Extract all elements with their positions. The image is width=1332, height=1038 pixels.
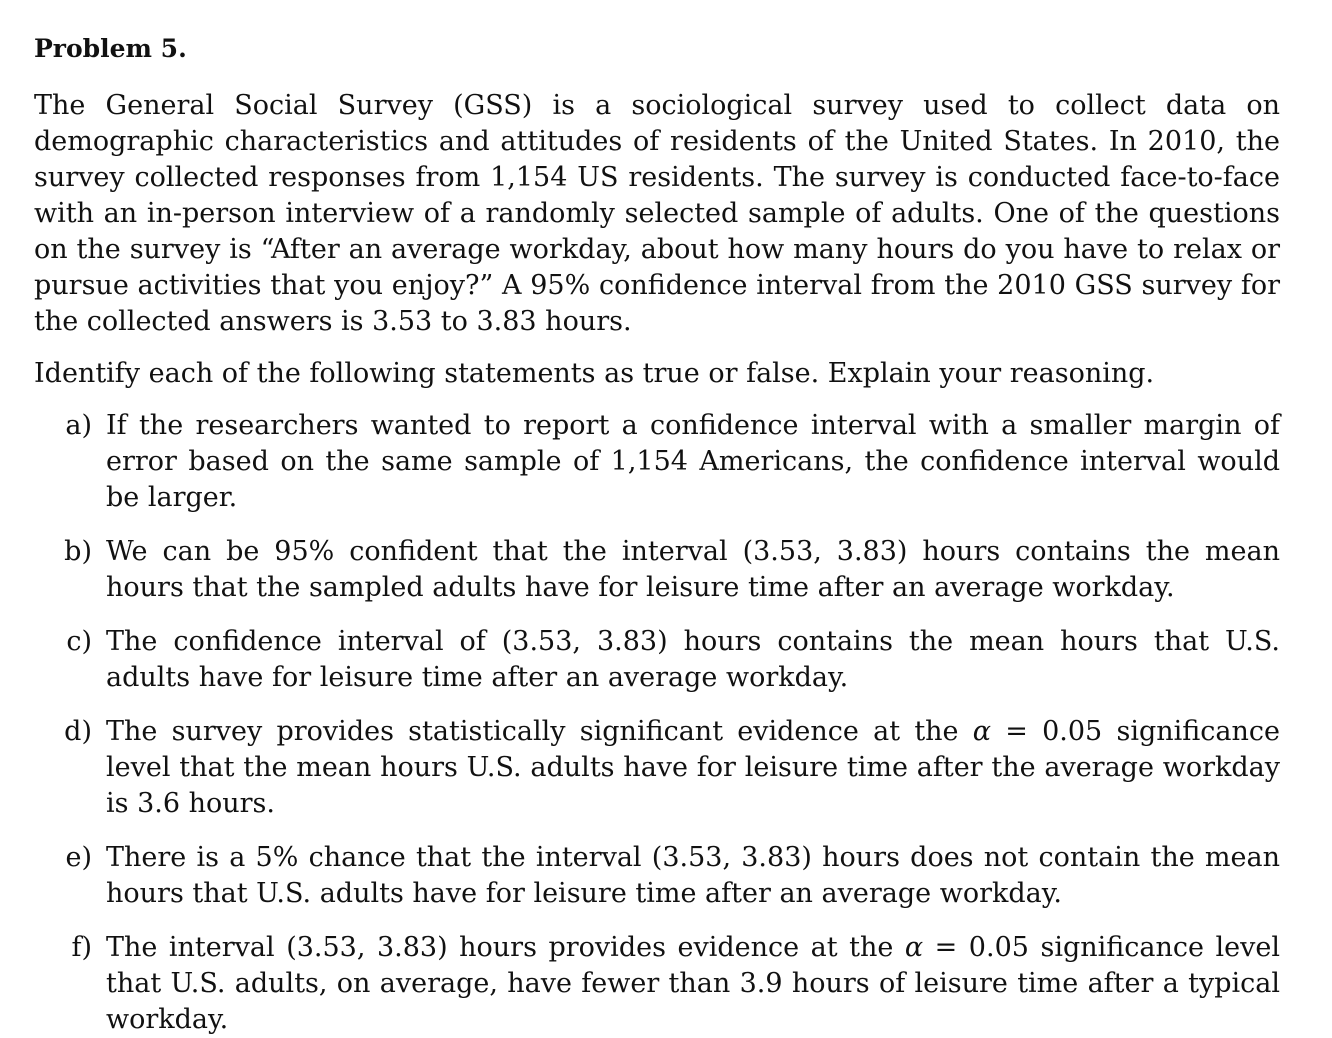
alpha-symbol: α — [972, 716, 992, 747]
statement-marker: a) — [65, 410, 92, 441]
statement-text: The confidence interval of (3.53, 3.83) hours contains the mean hours that U.S. adults have for leisure time after an average workday. — [106, 626, 1280, 693]
problem-prompt: Identify each of the following statements as true or false. Explain your reasoning. — [34, 358, 1155, 389]
alpha-symbol: α — [904, 932, 924, 963]
statement-marker: b) — [64, 536, 92, 567]
problem-intro-paragraph: The General Social Survey (GSS) is a sociological survey used to collect data on demographic characteristics and attitudes of residents of the United States. In 2010, the survey collected responses from 1,154 US residents. The survey is conducted face-to-face with an in-person interview of a randomly selected sample of adults. One of the questions on the survey is “After an average workday, about how many hours do you have to relax or pursue activities that you enjoy?” A 95% confidence interval from the 2010 GSS survey for the collected answers is 3.53 to 3.83 hours. — [34, 90, 1280, 337]
statement-text — [106, 930, 1280, 1038]
statement-marker: d) — [64, 716, 92, 747]
statement-item-a — [34, 408, 1280, 516]
statement-item-e — [34, 840, 1280, 912]
statement-text-after: = 0.05 significance level that U.S. adults, on average, have fewer than 3.9 hours of leisure time after a typical workday. — [106, 932, 1280, 1035]
statement-text — [106, 714, 1280, 822]
statement-marker: f) — [71, 932, 92, 963]
statement-text-before: The interval (3.53, 3.83) hours provides evidence at the — [106, 932, 905, 963]
statement-marker: c) — [66, 626, 92, 657]
statement-text: There is a 5% chance that the interval (3.53, 3.83) hours does not contain the mean hours that U.S. adults have for leisure time after an average workday. — [106, 842, 1280, 909]
statement-marker: e) — [65, 842, 92, 873]
statement-item-c — [34, 624, 1280, 696]
statement-list — [34, 408, 1280, 1038]
statement-text: If the researchers wanted to report a confidence interval with a smaller margin of error based on the same sample of 1,154 Americans, the confidence interval would be larger. — [106, 410, 1280, 513]
statement-item-f — [34, 930, 1280, 1038]
statement-item-b — [34, 534, 1280, 606]
statement-text-before: The survey provides statistically significant evidence at the — [106, 716, 973, 747]
statement-item-d — [34, 714, 1280, 822]
statement-text-after: = 0.05 significance level that the mean hours U.S. adults have for leisure time after the average workday is 3.6 hours. — [106, 716, 1280, 819]
statement-text: We can be 95% confident that the interval (3.53, 3.83) hours contains the mean hours that the sampled adults have for leisure time after an average workday. — [106, 536, 1280, 603]
problem-title: Problem 5. — [34, 34, 187, 63]
